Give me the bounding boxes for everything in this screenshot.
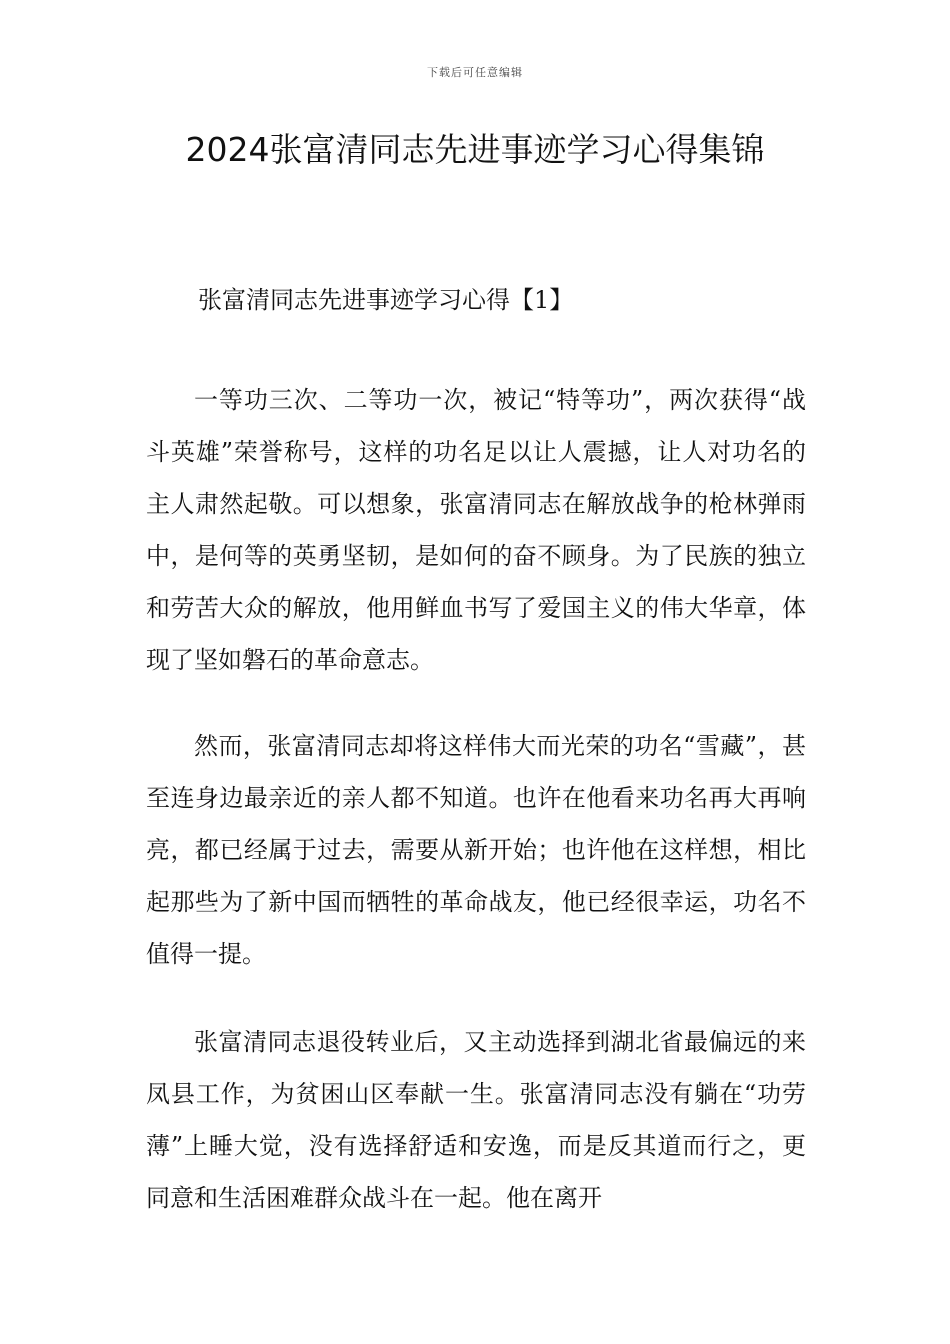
section-heading: 张富清同志先进事迹学习心得【1】 (198, 286, 574, 314)
document-title: 2024张富清同志先进事迹学习心得集锦 (185, 130, 765, 169)
header-note: 下载后可任意编辑 (427, 66, 523, 79)
paragraph-2: 然而，张富清同志却将这样伟大而光荣的功名“雪藏”，甚至连身边最亲近的亲人都不知道。也许在他看来功名再大再响亮，都已经属于过去，需要从新开始；也许他在这样想，相比起那些为了新中国而牺牲的革命战友，他已经很幸运，功名不值得一提。 (146, 732, 806, 968)
paragraph-3: 张富清同志退役转业后，又主动选择到湖北省最偏远的来凤县工作，为贫困山区奉献一生。张富清同志没有躺在“功劳薄”上睡大觉，没有选择舒适和安逸，而是反其道而行之，更同意和生活困难群众战斗在一起。他在离开 (146, 1028, 806, 1212)
paragraph-1: 一等功三次、二等功一次，被记“特等功”，两次获得“战斗英雄”荣誉称号，这样的功名足以让人震撼，让人对功名的主人肃然起敬。可以想象，张富清同志在解放战争的枪林弹雨中，是何等的英勇坚韧，是如何的奋不顾身。为了民族的独立和劳苦大众的解放，他用鲜血书写了爱国主义的伟大华章，体现了坚如磐石的革命意志。 (146, 386, 806, 674)
